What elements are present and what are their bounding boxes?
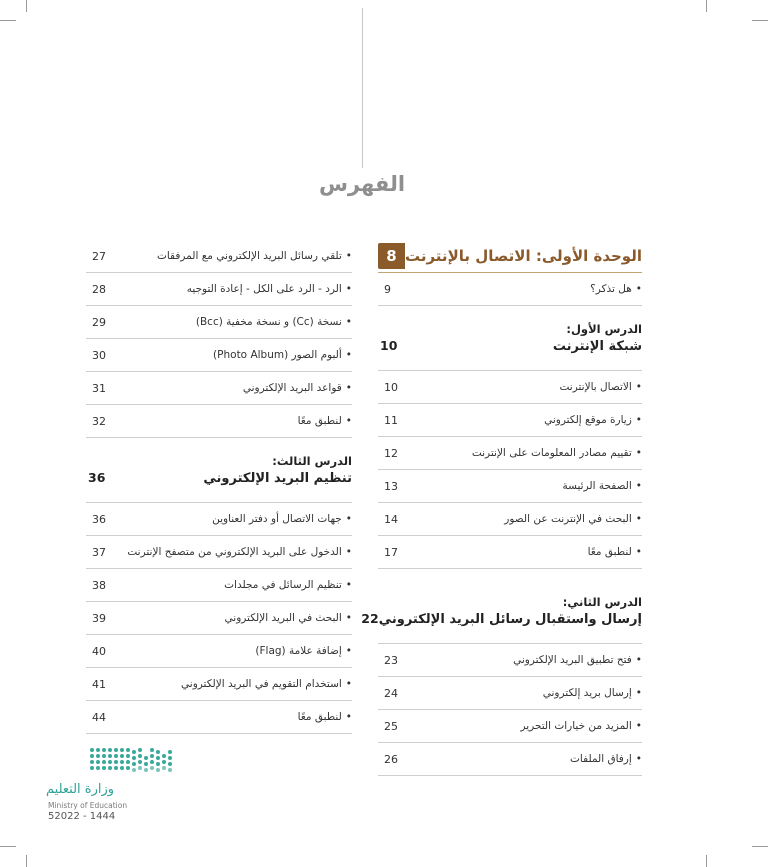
logo-dot — [114, 748, 118, 752]
toc-entry-page: 32 — [92, 414, 106, 428]
logo-dot — [96, 766, 100, 770]
unit-heading[interactable] — [378, 240, 642, 273]
logo-dot — [144, 756, 148, 760]
logo-english-text: Ministry of Education — [48, 801, 128, 810]
crop-mark — [26, 855, 27, 867]
toc-entry[interactable] — [86, 701, 352, 734]
toc-entry-label: • البحث في الإنترنت عن الصور — [504, 513, 642, 525]
logo-dot — [156, 756, 160, 760]
logo-dot — [156, 750, 160, 754]
toc-entry-label: • هل تذكر؟ — [590, 283, 642, 295]
logo-dot — [120, 766, 124, 770]
toc-entry-label: • لنطبق معًا — [588, 546, 642, 558]
page-title: الفهرس — [318, 172, 406, 196]
toc-entry[interactable] — [378, 371, 642, 404]
toc-entry-page: 10 — [384, 380, 398, 394]
toc-entry-label: • المزيد من خيارات التحرير — [520, 720, 642, 732]
toc-entry-label: • إرفاق الملفات — [570, 753, 642, 765]
gutter-line — [362, 8, 363, 168]
toc-entry[interactable] — [86, 405, 352, 438]
toc-entry-page: 14 — [384, 512, 398, 526]
toc-entry-page: 36 — [92, 512, 106, 526]
page-number: 5 — [48, 811, 55, 822]
lesson-title: شبكة الإنترنت — [552, 339, 642, 354]
toc-entry[interactable] — [86, 635, 352, 668]
crop-mark — [706, 0, 707, 12]
logo-dot — [102, 754, 106, 758]
toc-entry[interactable] — [86, 240, 352, 273]
logo-dot — [96, 760, 100, 764]
logo-dot — [150, 760, 154, 764]
lesson-heading[interactable] — [361, 569, 642, 644]
toc-entry[interactable] — [378, 404, 642, 437]
logo-dot — [102, 760, 106, 764]
toc-entry-page: 25 — [384, 719, 398, 733]
logo-dot — [102, 748, 106, 752]
toc-entry[interactable] — [86, 503, 352, 536]
logo-dot — [168, 750, 172, 754]
logo-dot — [114, 766, 118, 770]
toc-entry-label: • جهات الاتصال أو دفتر العناوين — [212, 513, 352, 525]
footer-year — [48, 811, 115, 822]
toc-entry-label: • الصفحة الرئيسة — [563, 480, 642, 492]
toc-entry-label: • لنطبق معًا — [298, 711, 352, 723]
toc-entry[interactable] — [378, 503, 642, 536]
logo-dot — [108, 748, 112, 752]
lesson-heading[interactable] — [378, 306, 642, 371]
toc-entry[interactable] — [86, 569, 352, 602]
lesson-page: 10 — [380, 338, 398, 353]
toc-entry-page: 39 — [92, 611, 106, 625]
toc-entry[interactable] — [86, 536, 352, 569]
logo-dot — [162, 760, 166, 764]
toc-entry-label: • الدخول على البريد الإلكتروني من متصفح الإنترنت — [127, 546, 352, 558]
logo-dot — [96, 754, 100, 758]
toc-right-column — [361, 240, 642, 776]
toc-entry-label: • تقييم مصادر المعلومات على الإنترنت — [472, 447, 642, 459]
logo-dot — [150, 754, 154, 758]
toc-entry-page: 37 — [92, 545, 106, 559]
lesson-title: إرسال واستقبال رسائل البريد الإلكتروني — [378, 612, 642, 627]
toc-entry-page: 11 — [384, 413, 398, 427]
logo-dot — [90, 760, 94, 764]
lesson-name: الدرس الثاني: — [562, 595, 642, 609]
logo-dot — [156, 768, 160, 772]
toc-entry-page: 41 — [92, 677, 106, 691]
logo-dot — [102, 766, 106, 770]
toc-entry-page: 13 — [384, 479, 398, 493]
logo-dot — [168, 756, 172, 760]
logo-dot — [144, 768, 148, 772]
toc-entry-label: • إضافة علامة (Flag) — [255, 645, 352, 657]
crop-mark — [0, 20, 16, 21]
toc-entry[interactable] — [378, 710, 642, 743]
logo-dot — [120, 760, 124, 764]
toc-entry[interactable] — [86, 339, 352, 372]
logo-dot — [96, 748, 100, 752]
toc-entry-label: • البحث في البريد الإلكتروني — [225, 612, 352, 624]
toc-entry[interactable] — [86, 668, 352, 701]
toc-entry-label: • تنظيم الرسائل في مجلدات — [224, 579, 352, 591]
toc-entry-page: 28 — [92, 282, 106, 296]
logo-dot — [108, 754, 112, 758]
toc-entry-page: 30 — [92, 348, 106, 362]
toc-entry[interactable] — [378, 677, 642, 710]
unit-page-badge: 8 — [378, 243, 405, 269]
logo-dot — [108, 760, 112, 764]
toc-entry[interactable] — [86, 372, 352, 405]
logo-dot — [150, 766, 154, 770]
logo-dot — [132, 762, 136, 766]
logo-dot — [168, 762, 172, 766]
toc-entry-page: 38 — [92, 578, 106, 592]
logo-dot — [126, 754, 130, 758]
toc-entry-label: • الاتصال بالإنترنت — [559, 381, 642, 393]
logo-dot — [126, 766, 130, 770]
logo-dot — [150, 748, 154, 752]
toc-entry[interactable] — [378, 470, 642, 503]
lesson-page: 36 — [88, 470, 106, 485]
toc-entry-label: • استخدام التقويم في البريد الإلكتروني — [181, 678, 352, 690]
lesson-name: الدرس الثالث: — [272, 454, 352, 468]
toc-entry-page: 9 — [384, 282, 391, 296]
toc-entry-page: 29 — [92, 315, 106, 329]
logo-dot — [126, 748, 130, 752]
toc-entry[interactable] — [378, 437, 642, 470]
logo-dot — [156, 762, 160, 766]
toc-left-column — [86, 240, 352, 734]
logo-dot — [138, 748, 142, 752]
crop-mark — [752, 846, 768, 847]
toc-entry[interactable] — [86, 602, 352, 635]
toc-entry-page: 26 — [384, 752, 398, 766]
logo-dot — [120, 748, 124, 752]
toc-entry[interactable] — [86, 306, 352, 339]
toc-entry[interactable] — [378, 644, 642, 677]
logo-dot — [162, 754, 166, 758]
toc-entry-page: 31 — [92, 381, 106, 395]
logo-dot — [132, 756, 136, 760]
toc-entry-label: • ألبوم الصور (Photo Album) — [213, 349, 352, 361]
lesson-title: تنظيم البريد الإلكتروني — [203, 471, 352, 486]
logo-dot — [138, 766, 142, 770]
toc-entry-label: • لنطبق معًا — [298, 415, 352, 427]
lesson-page: 22 — [361, 611, 379, 626]
logo-dot — [144, 762, 148, 766]
unit-title: الوحدة الأولى: الاتصال بالإنترنت — [404, 247, 642, 265]
logo-dot — [90, 766, 94, 770]
toc-entry-page: 40 — [92, 644, 106, 658]
logo-dot — [114, 754, 118, 758]
logo-dot — [138, 760, 142, 764]
ministry-logo — [46, 748, 196, 828]
logo-dot — [120, 754, 124, 758]
toc-entry-label: • نسخة (Cc) و نسخة مخفية (Bcc) — [196, 316, 352, 328]
logo-dot — [162, 766, 166, 770]
lesson-name: الدرس الأول: — [566, 322, 642, 336]
year-text: 2022 - 1444 — [54, 811, 116, 822]
toc-entry-page: 12 — [384, 446, 398, 460]
logo-dot — [138, 754, 142, 758]
logo-arabic-text: وزارة التعليم — [46, 782, 115, 797]
crop-mark — [0, 846, 16, 847]
toc-entry-label: • فتح تطبيق البريد الإلكتروني — [513, 654, 642, 666]
toc-entry-page: 27 — [92, 249, 106, 263]
logo-dot — [90, 754, 94, 758]
logo-dot — [108, 766, 112, 770]
logo-dot — [126, 760, 130, 764]
toc-entry-label: • إرسال بريد إلكتروني — [543, 687, 642, 699]
crop-mark — [752, 20, 768, 21]
toc-entry-page: 17 — [384, 545, 398, 559]
logo-dot — [90, 748, 94, 752]
logo-dot — [132, 750, 136, 754]
lesson-heading[interactable] — [86, 438, 352, 503]
toc-entry-label: • زيارة موقع إلكتروني — [544, 414, 642, 426]
toc-entry-label: • تلقي رسائل البريد الإلكتروني مع المرفقات — [157, 250, 352, 262]
toc-entry-label: • قواعد البريد الإلكتروني — [243, 382, 352, 394]
toc-entry-page: 24 — [384, 686, 398, 700]
logo-dots-icon — [90, 748, 180, 778]
crop-mark — [706, 855, 707, 867]
toc-entry[interactable] — [378, 273, 642, 306]
toc-entry-page: 44 — [92, 710, 106, 724]
logo-dot — [114, 760, 118, 764]
toc-entry[interactable] — [378, 536, 642, 569]
toc-entry[interactable] — [378, 743, 642, 776]
toc-entry[interactable] — [86, 273, 352, 306]
toc-entry-page: 23 — [384, 653, 398, 667]
crop-mark — [26, 0, 27, 12]
logo-dot — [132, 768, 136, 772]
logo-dot — [168, 768, 172, 772]
toc-entry-label: • الرد - الرد على الكل - إعادة التوجيه — [187, 283, 352, 295]
